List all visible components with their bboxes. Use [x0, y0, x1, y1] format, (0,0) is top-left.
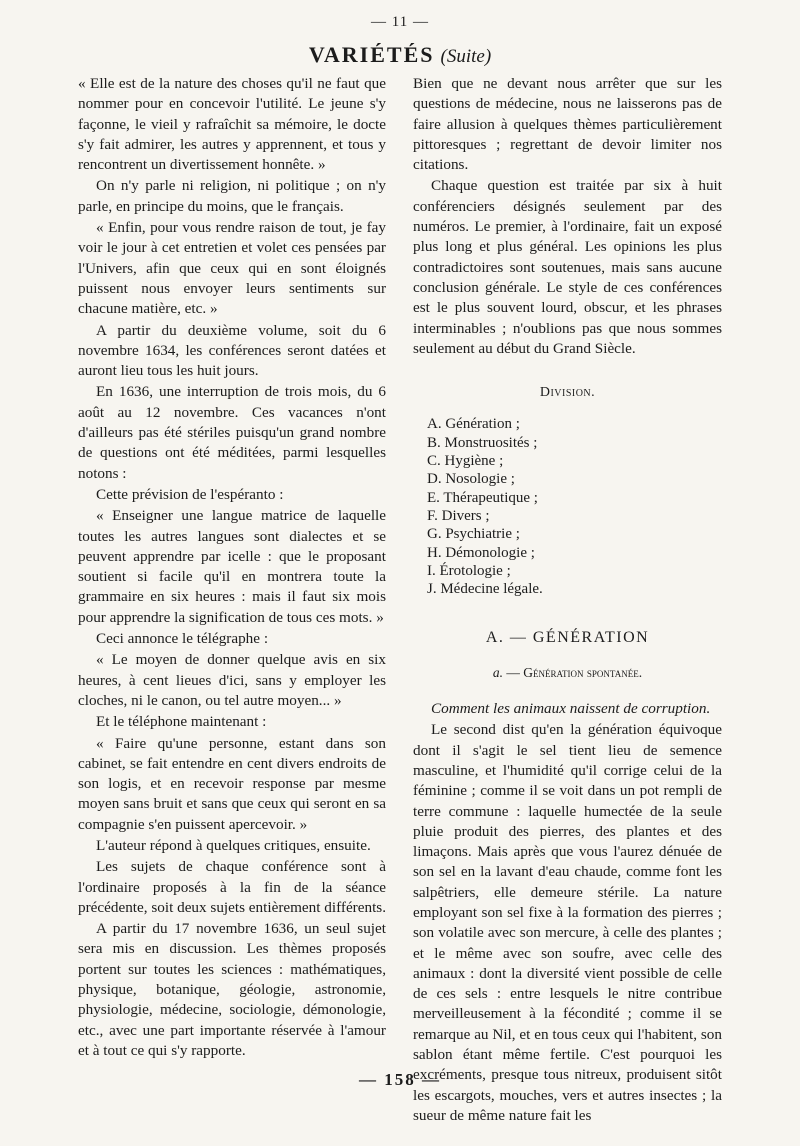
article-text: Le second dist qu'en la génération équivoque dont il s'agit le sel tient lieu de semence masculine, et l'humidité qu'il corrige celui de la féminine ; comme il se voit dans un pot rempli de terre commune : laquelle humectée de la seule pluie produit des pierres, des plantes et des limaçons. Mais après que vous l'aurez dénuée de son sel en la lavant d'eau chaude, comme font les salpêtriers, elle demeure stérile. La nature employant son sel fixe à la formation des pierres ; son volatile avec son mercure, à celle des plantes ; et le même avec son soufre, avec celle des animaux : dont la diversité vient possible de celle de ces sels : entre lesquels le nitre contribue merveilleusement à la fécondité ; comme il se remarque au Nil, et en tous ceux qui l'habitent, son sablon étant même fertile. C'est pourquoi les excréments, presque tous nitreux, produisent sitôt les escargots, mouches, vers et autres insectes ; la sueur de même nature fait les — [413, 721, 722, 1124]
right-column — [413, 74, 722, 1127]
paragraph: Les sujets de chaque conférence sont à l'ordinaire proposés à la fin de la séance précédente, soit deux sujets entièrement différents. — [78, 858, 386, 916]
division-item: H. Démonologie ; — [427, 544, 535, 561]
paragraph: Cette prévision de l'espéranto : — [96, 485, 284, 503]
division-item: B. Monstruosités ; — [427, 434, 538, 451]
division-item: C. Hygiène ; — [427, 453, 504, 470]
division-heading: Division. — [539, 385, 596, 401]
division-item: E. Thérapeutique ; — [427, 489, 538, 506]
title-text: VARIÉTÉS — [308, 42, 435, 67]
bottom-page-number: — 158 — — [359, 1070, 441, 1089]
paragraph: Bien que ne devant nous arrêter que sur les questions de médecine, nous ne laisserons pas de faire allusion à quelques thèmes particulièrement pittoresques ; regrettant de devoir limiter nos citations. — [413, 75, 722, 174]
division-item: J. Médecine légale. — [427, 581, 543, 598]
division-item: D. Nosologie ; — [427, 471, 515, 488]
paragraph: L'auteur répond à quelques critiques, ensuite. — [96, 836, 371, 854]
subsection-title: — Génération spontanée. — [506, 664, 643, 680]
paragraph: A partir du 17 novembre 1636, un seul sujet sera mis en discussion. Les thèmes proposés portent sur toutes les sciences : mathématiques, physique, botanique, géologie, astronomie, physiologie, médecine, sociologie, démonologie, etc., avec une part importante réservée à l'amour et à tout ce qui s'y rapporte. — [78, 920, 386, 1059]
subsection-heading — [413, 663, 722, 683]
section-heading: A. — GÉNÉRATION — [485, 629, 650, 647]
paragraph: « Elle est de la nature des choses qu'il ne faut que nommer pour en concevoir l'utilité. Le jeune s'y façonne, le vieil y rafraîchit sa mémoire, le docte s'y fait admirer, les autres y apprennent, et tous y rencontrent un divertissement honnête. » — [78, 75, 386, 174]
paragraph: En 1636, une interruption de trois mois, du 6 août au 12 novembre. Ces vacances n'ont d'ailleurs pas été stériles puisqu'un grand nombre de questions ont été méditées, parmi lesquelles notons : — [78, 383, 386, 482]
paragraph: « Le moyen de donner quelque avis en six heures, à cent lieues d'ici, sans y employer les cloches, ni le canon, ou tel autre moyen... » — [78, 651, 386, 709]
top-page-number: — 11 — — [371, 14, 429, 30]
paragraph: A partir du deuxième volume, soit du 6 novembre 1634, les conférences seront datées et auront lieu tous les huit jours. — [78, 321, 386, 380]
paragraph: Ceci annonce le télégraphe : — [96, 630, 269, 648]
division-item: F. Divers ; — [427, 507, 490, 524]
division-item: I. Érotologie ; — [427, 562, 511, 579]
paragraph: On n'y parle ni religion, ni politique ; on n'y parle, en principe du moins, que le français. — [78, 177, 386, 215]
page-title — [0, 42, 800, 68]
paragraph: Et le téléphone maintenant : — [96, 713, 267, 731]
article-title: Comment les animaux naissent de corruption. — [431, 700, 711, 718]
division-list — [427, 415, 722, 598]
division-item: A. Génération ; — [427, 416, 520, 433]
subsection-letter: a. — [492, 664, 504, 680]
paragraph: « Faire qu'une personne, estant dans son cabinet, se fait entendre en cent divers endroits de son logis, et en recevoir response par mesme moyen sans bruit et sans que ceux qui seront en sa compagnie s'en puissent apercevoir. » — [78, 734, 386, 833]
title-suite: (Suite) — [440, 46, 492, 67]
division-item: G. Psychiatrie ; — [427, 526, 520, 543]
paragraph: Chaque question est traitée par six à huit conférenciers désignés seulement par des numéros. Le premier, à l'ordinaire, fait un exposé plus long et plus général. Les opinions les plus contradictoires sont soutenues, mais sans aucune conclusion générale. Le style de ces conférences est le plus souvent lourd, obscur, et les phrases interminables ; n'oublions pas que nous sommes seulement au début du Grand Siècle. — [413, 177, 722, 357]
paragraph: « Enfin, pour vous rendre raison de tout, je fay voir le jour à cet entretien et volet ces pensées par l'Univers, afin que ceux qui en sont éloignés puissent nous envoyer leurs sentiments sur chacune matière, etc. » — [78, 219, 386, 318]
paragraph: « Enseigner une langue matrice de laquelle toutes les autres langues sont dialectes et se peuvent apprendre par icelle : que le proposant soutient si facile qu'il en montrera toute la grammaire en six heures : mais il faut six mois pour apprendre la signification de tous ces mots. » — [78, 507, 386, 626]
left-column — [78, 74, 386, 1062]
